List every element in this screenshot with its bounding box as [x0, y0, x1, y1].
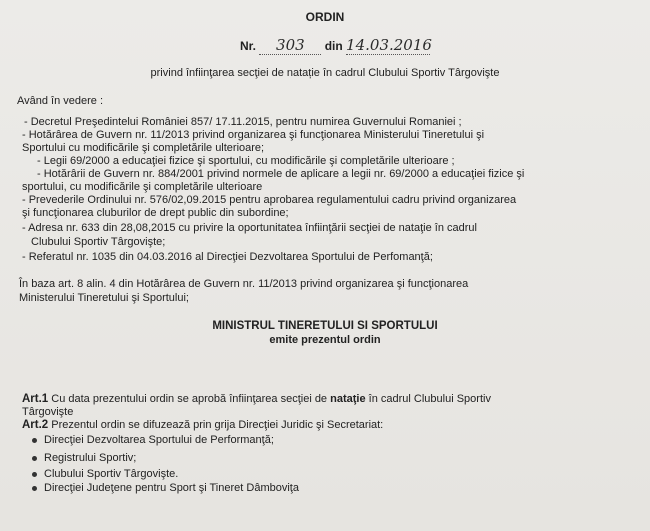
- bullet-icon: [32, 456, 37, 461]
- article-2: [22, 419, 383, 432]
- considerent-line: şi funcţionarea cluburilor de drept public din subordine;: [22, 207, 289, 219]
- order-number: 303: [276, 36, 305, 54]
- article-1-text: Cu data prezentului ordin se aprobă înfiinţarea secţiei de: [51, 393, 328, 405]
- din-label: din: [324, 39, 343, 53]
- article-2-label: Art.2: [22, 419, 49, 431]
- order-date: 14.03.2016: [346, 36, 432, 54]
- considerent-line: sportului, cu modificările şi completările ulterioare: [22, 181, 263, 193]
- considerent-line: - Hotărârea de Guvern nr. 11/2013 privind organizarea şi funcţionarea Ministerului Tineretului şi: [22, 129, 485, 141]
- avand-heading: Având în vedere :: [17, 95, 104, 107]
- emite-heading: emite prezentul ordin: [269, 334, 381, 346]
- considerent-line: Sportului cu modificările şi completările ulterioare;: [22, 142, 265, 154]
- distribution-item: Direcţiei Dezvoltarea Sportului de Performanţă;: [32, 434, 274, 447]
- article-1-text-end: în cadrul Clubului Sportiv: [368, 393, 491, 405]
- considerent-line: Clubului Sportiv Târgovişte;: [31, 236, 166, 248]
- distribution-item: Clubului Sportiv Târgovişte.: [32, 468, 178, 481]
- date-underline: [346, 36, 430, 55]
- article-1-label: Art.1: [22, 393, 49, 405]
- distribution-item: Direcţiei Judeţene pentru Sport şi Tineret Dâmboviţa: [32, 482, 299, 495]
- bullet-icon: [32, 486, 37, 491]
- considerent-line: - Adresa nr. 633 din 28,08,2015 cu privire la oportunitatea înfiinţării secţiei de nataţie în cadrul: [22, 222, 477, 234]
- considerent-line: - Referatul nr. 1035 din 04.03.2016 al Direcţiei Dezvoltarea Sportului de Perfomanţă;: [22, 251, 433, 263]
- article-2-text: Prezentul ordin se difuzează prin grija Direcţiei Juridic şi Secretariat:: [51, 419, 384, 431]
- order-number-line: [240, 36, 430, 55]
- bullet-icon: [32, 472, 37, 477]
- considerent-line: - Legii 69/2000 a educaţiei fizice şi sportului, cu modificările şi completările ulterioare ;: [37, 155, 455, 167]
- nr-underline: [259, 36, 321, 55]
- considerent-line: - Hotărârii de Guvern nr. 884/2001 privind normele de aplicare a legii nr. 69/2000 a educaţiei fizice şi: [37, 168, 525, 180]
- article-1: [22, 393, 491, 406]
- considerent-line: - Decretul Preşedintelui României 857/ 17.11.2015, pentru numirea Guvernului Romaniei ;: [24, 116, 462, 128]
- article-1-line2: Târgovişte: [22, 406, 74, 418]
- document-subtitle: privind înfiinţarea secţiei de natație în cadrul Clubului Sportiv Târgovişte: [150, 67, 500, 79]
- legal-basis-line: Ministerului Tineretului şi Sportului;: [19, 292, 189, 304]
- considerent-line: - Prevederile Ordinului nr. 576/02,09.2015 pentru aprobarea regulamentului cadru privind organizarea: [22, 194, 517, 206]
- legal-basis-line: În baza art. 8 alin. 4 din Hotărârea de Guvern nr. 11/2013 privind organizarea şi funcţionarea: [19, 278, 469, 290]
- article-1-bold: nataţie: [330, 393, 366, 405]
- bullet-icon: [32, 438, 37, 443]
- document-title: ORDIN: [305, 10, 345, 24]
- nr-label: Nr.: [240, 39, 257, 53]
- distribution-item: Registrului Sportiv;: [32, 452, 136, 465]
- minister-heading: MINISTRUL TINERETULUI SI SPORTULUI: [212, 320, 438, 332]
